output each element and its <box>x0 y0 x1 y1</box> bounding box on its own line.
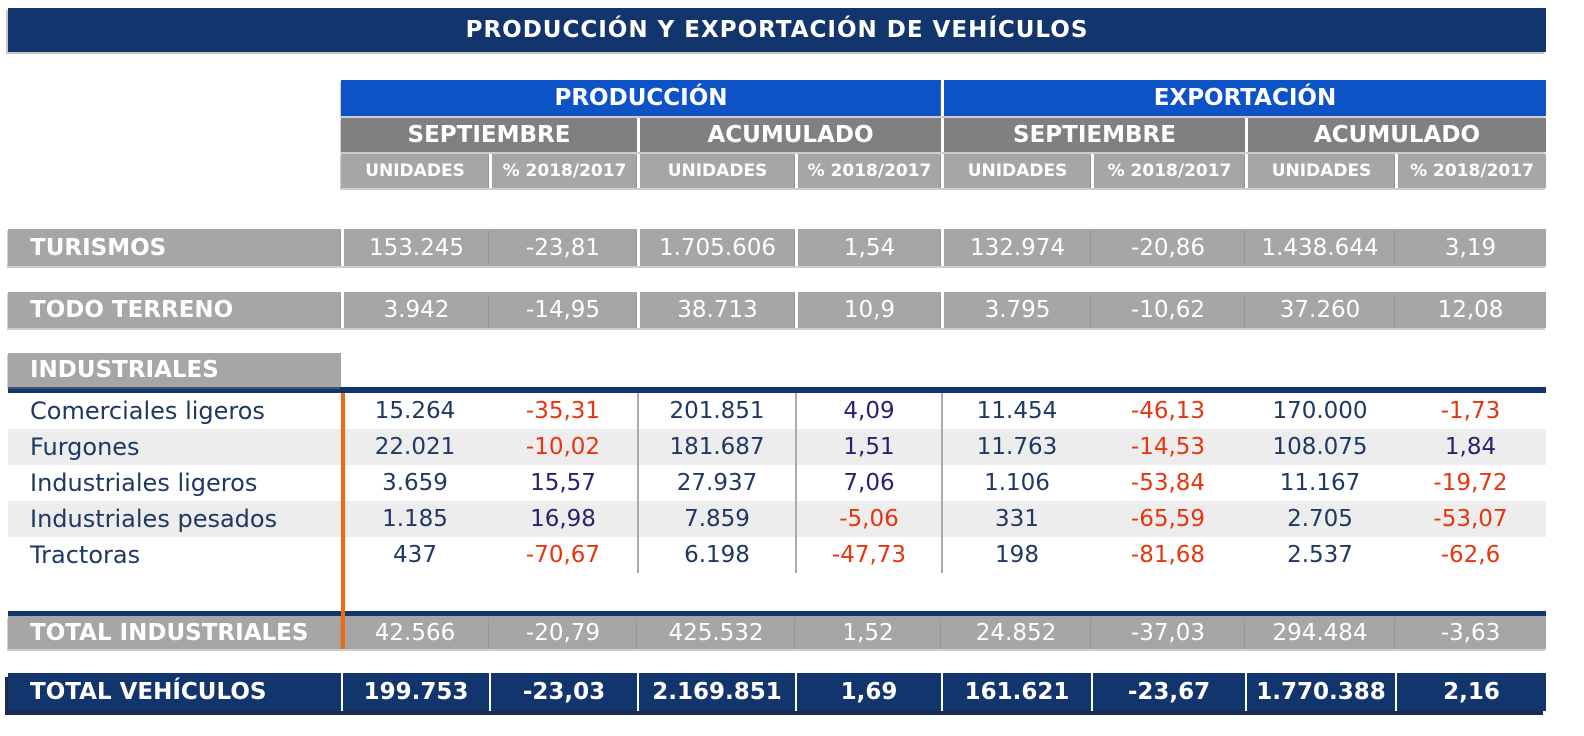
report-title: PRODUCCIÓN Y EXPORTACIÓN DE VEHÍCULOS <box>465 17 1089 43</box>
cell-value: -5,06 <box>795 501 941 537</box>
header-exp-septiembre: SEPTIEMBRE <box>941 118 1245 152</box>
header-pct: % 2018/2017 <box>795 154 941 188</box>
cell-value: 11.167 <box>1279 470 1361 496</box>
header-spacer <box>8 118 341 152</box>
cell-value: 15,57 <box>530 470 596 496</box>
cell-value: 425.532 <box>637 616 795 649</box>
cell-value: 1.770.388 <box>1245 673 1395 711</box>
row-furgones <box>8 429 1546 465</box>
row-label: Comerciales ligeros <box>30 397 265 425</box>
cell-value: 1,84 <box>1395 429 1546 465</box>
cell-value: 24.852 <box>941 616 1091 649</box>
cell-value: -20,86 <box>1091 229 1245 266</box>
row-comerciales-ligeros <box>8 393 1546 429</box>
cell-value: -14,53 <box>1091 429 1245 465</box>
header-spacer <box>8 80 341 116</box>
cell-value: -70,67 <box>525 542 601 568</box>
cell-value: 6.198 <box>637 537 795 573</box>
cell-value: 11.454 <box>941 393 1091 429</box>
cell-value: -37,03 <box>1091 616 1245 649</box>
cell-value: 42.566 <box>341 616 489 649</box>
cell-value: -10,02 <box>489 429 637 465</box>
cell-value: -3,63 <box>1395 616 1546 649</box>
cell-value: 181.687 <box>637 429 795 465</box>
cell-value: 1.106 <box>941 465 1091 501</box>
cell-value: 170.000 <box>1272 398 1368 424</box>
header-produccion: PRODUCCIÓN <box>341 80 941 116</box>
header-exp-acumulado: ACUMULADO <box>1245 118 1546 152</box>
row-label: TOTAL INDUSTRIALES <box>8 616 341 649</box>
cell-value: 437 <box>393 542 437 568</box>
cell-value: 22.021 <box>341 429 489 465</box>
header-measure-row <box>8 154 1546 188</box>
cell-value: 108.075 <box>1245 429 1395 465</box>
header-group-row <box>8 80 1546 116</box>
cell-value: 1,54 <box>795 229 941 266</box>
report-title-bar <box>8 8 1546 52</box>
header-unidades: UNIDADES <box>941 154 1091 188</box>
cell-value: -46,13 <box>1130 398 1206 424</box>
cell-value: 7.859 <box>637 501 795 537</box>
cell-value: 7,06 <box>795 465 941 501</box>
header-unidades: UNIDADES <box>1245 154 1395 188</box>
cell-value: 161.621 <box>941 673 1091 711</box>
header-exportacion: EXPORTACIÓN <box>941 80 1546 116</box>
row-total-vehiculos <box>8 673 1546 711</box>
cell-value: -53,07 <box>1395 501 1546 537</box>
cell-value: 1.705.606 <box>637 229 795 266</box>
row-label: Furgones <box>8 429 341 465</box>
cell-value: -47,73 <box>795 537 941 573</box>
header-spacer <box>8 154 341 188</box>
cell-value: 1.438.644 <box>1245 229 1395 266</box>
cell-value: 331 <box>941 501 1091 537</box>
header-pct: % 2018/2017 <box>489 154 637 188</box>
cell-value: 1,52 <box>795 616 941 649</box>
industriales-orange-rule <box>341 393 345 649</box>
cell-value: 2.705 <box>1245 501 1395 537</box>
cell-value: 153.245 <box>341 229 489 266</box>
cell-value: -19,72 <box>1433 470 1508 496</box>
cell-value: 201.851 <box>637 393 795 429</box>
cell-value: 11.763 <box>941 429 1091 465</box>
row-industriales-section <box>8 353 1546 387</box>
row-label: TODO TERRENO <box>8 292 341 328</box>
header-pct: % 2018/2017 <box>1395 154 1546 188</box>
cell-value: 294.484 <box>1245 616 1395 649</box>
cell-value: 10,9 <box>795 292 941 328</box>
cell-value: 37.260 <box>1245 292 1395 328</box>
cell-value: 12,08 <box>1395 292 1546 328</box>
cell-value: -35,31 <box>525 398 601 424</box>
cell-value: 2.169.851 <box>637 673 795 711</box>
cell-value: 38.713 <box>637 292 795 328</box>
row-label: Industriales pesados <box>8 501 341 537</box>
header-period-row <box>8 118 1546 152</box>
header-unidades: UNIDADES <box>637 154 795 188</box>
row-label: Tractoras <box>30 541 141 569</box>
cell-value: -1,73 <box>1440 398 1501 424</box>
cell-value: 1,69 <box>795 673 941 711</box>
cell-value: -23,81 <box>489 229 637 266</box>
cell-value: 27.937 <box>637 465 795 501</box>
cell-value: 2.537 <box>1287 542 1353 568</box>
cell-value: 3,19 <box>1395 229 1546 266</box>
cell-value: 4,09 <box>795 393 941 429</box>
cell-value: 132.974 <box>941 229 1091 266</box>
cell-value: 16,98 <box>489 501 637 537</box>
row-industriales-ligeros <box>8 465 1546 501</box>
row-turismos <box>8 229 1546 266</box>
row-label: Industriales ligeros <box>30 469 258 497</box>
cell-value: 199.753 <box>341 673 489 711</box>
row-label: TURISMOS <box>8 229 341 266</box>
cell-value: -81,68 <box>1130 542 1206 568</box>
section-label: INDUSTRIALES <box>8 353 341 387</box>
section-empty <box>341 353 1546 387</box>
cell-value: -20,79 <box>489 616 637 649</box>
row-todo-terreno <box>8 292 1546 328</box>
cell-value: 3.795 <box>941 292 1091 328</box>
header-pct: % 2018/2017 <box>1091 154 1245 188</box>
row-total-industriales <box>8 616 1546 649</box>
cell-value: 15.264 <box>374 398 456 424</box>
row-label: TOTAL VEHÍCULOS <box>30 679 267 705</box>
cell-value: -23,67 <box>1091 673 1245 711</box>
cell-value: -65,59 <box>1091 501 1245 537</box>
cell-value: 1,51 <box>795 429 941 465</box>
cell-value: 198 <box>941 537 1091 573</box>
cell-value: -62,6 <box>1440 542 1501 568</box>
cell-value: 3.942 <box>341 292 489 328</box>
header-unidades: UNIDADES <box>341 154 489 188</box>
cell-value: 1.185 <box>341 501 489 537</box>
cell-value: -23,03 <box>489 673 637 711</box>
cell-value: -53,84 <box>1130 470 1206 496</box>
cell-value: 3.659 <box>382 470 448 496</box>
header-prod-acumulado: ACUMULADO <box>637 118 941 152</box>
cell-value: 2,16 <box>1395 673 1546 711</box>
cell-value: -14,95 <box>489 292 637 328</box>
cell-value: -10,62 <box>1091 292 1245 328</box>
row-tractoras <box>8 537 1546 573</box>
header-prod-septiembre: SEPTIEMBRE <box>341 118 637 152</box>
row-industriales-pesados <box>8 501 1546 537</box>
